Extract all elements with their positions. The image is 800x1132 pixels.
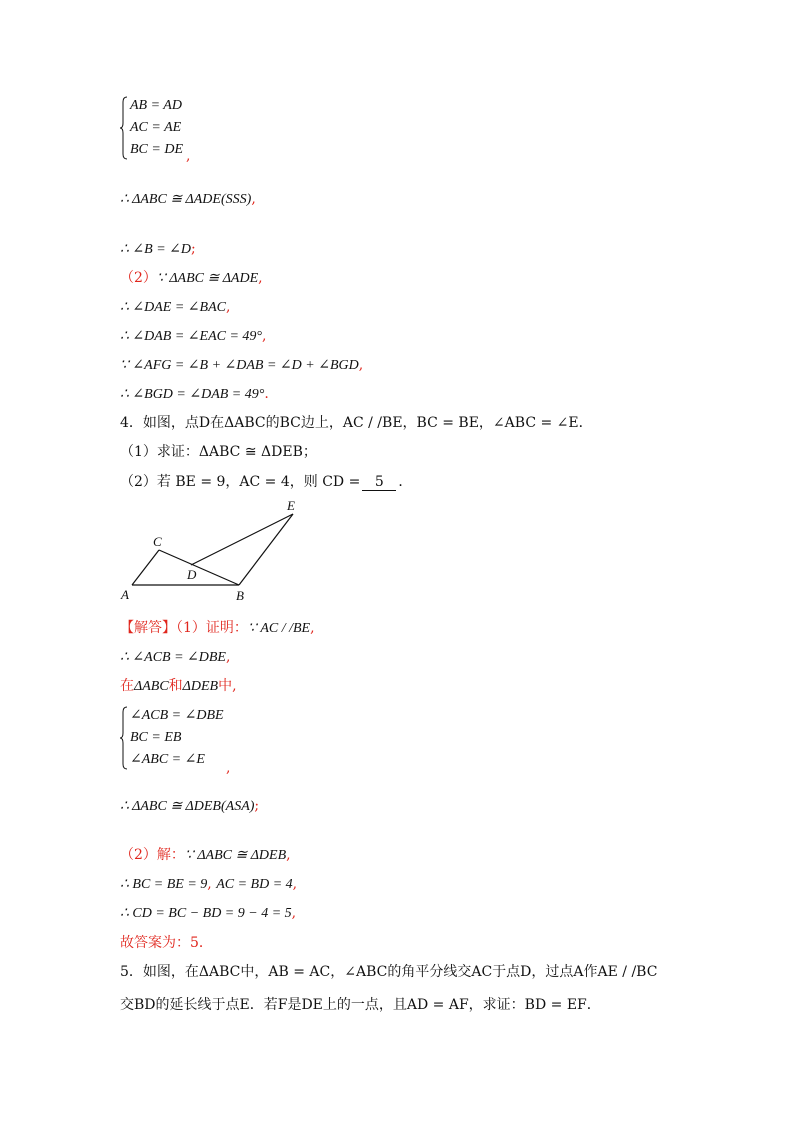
segment-cb (159, 550, 239, 585)
system-row: BC = EB (130, 730, 182, 745)
proof-line: ∴ ∠DAE = ∠BAC, (120, 299, 231, 315)
label-c: C (153, 534, 162, 549)
label-e: E (287, 498, 295, 513)
label-d: D (187, 567, 197, 582)
system-tail: , (186, 148, 191, 164)
segment-ac (132, 550, 159, 585)
system-row: ∠ABC = ∠E (130, 752, 205, 767)
system-row: ∠ACB = ∠DBE (130, 708, 224, 723)
solution-4-start: 【解答】（1）证明：∵ AC / /BE, (120, 620, 315, 636)
system-tail: , (226, 760, 231, 776)
proof-line: （2）∵ ΔABC ≅ ΔADE, (120, 270, 263, 286)
left-brace-icon (120, 706, 128, 770)
system-row: AC = AE (130, 120, 182, 135)
proof-line: ∴ ∠B = ∠D; (120, 241, 196, 257)
proof-line: ∴ BC = BE = 9, AC = BD = 4, (120, 876, 298, 892)
system-row: BC = DE (130, 142, 183, 157)
geometry-figure (115, 498, 315, 608)
label-b: B (236, 588, 244, 603)
system-row: AB = AD (130, 98, 182, 113)
segment-ed (191, 514, 293, 565)
proof-line: ∴ ΔABC ≅ ΔDEB(ASA); (120, 798, 260, 814)
label-a: A (121, 587, 129, 602)
proof-line: （2）解：∵ ΔABC ≅ ΔDEB, (120, 847, 291, 863)
proof-line: ∴ ∠BGD = ∠DAB = 49°. (120, 386, 269, 402)
proof-line: ∴ ∠ACB = ∠DBE, (120, 649, 231, 665)
proof-line: ∴ ΔABC ≅ ΔADE(SSS), (120, 191, 256, 207)
proof-line: ∴ ∠DAB = ∠EAC = 49°, (120, 328, 267, 344)
problem-4-stem: 4．如图，点D在ΔABC的BC边上，AC / /BE，BC = BE，∠ABC = ∠E． (120, 415, 593, 431)
problem-5-line-2: 交BD的延长线于点E．若F是DE上的一点，且AD = AF，求证：BD = EF． (120, 997, 601, 1013)
problem-5-line-1: 5．如图，在ΔABC中，AB = AC，∠ABC的角平分线交AC于点D，过点A作AE / /BC (120, 964, 658, 980)
answer-line: 故答案为：5． (120, 935, 213, 951)
proof-line: ∴ CD = BC − BD = 9 − 4 = 5, (120, 905, 297, 921)
proof-line: 在ΔABC和ΔDEB中, (120, 678, 237, 694)
problem-4-q2: （2）若 BE = 9，AC = 4，则 CD = 5 ． (120, 474, 413, 490)
segment-be (239, 514, 293, 585)
proof-line: ∵ ∠AFG = ∠B + ∠DAB = ∠D + ∠BGD, (120, 357, 364, 373)
left-brace-icon (120, 96, 128, 160)
problem-4-q1: （1）求证：ΔABC ≅ ΔDEB； (120, 444, 317, 460)
answer-blank: 5 (362, 474, 396, 491)
